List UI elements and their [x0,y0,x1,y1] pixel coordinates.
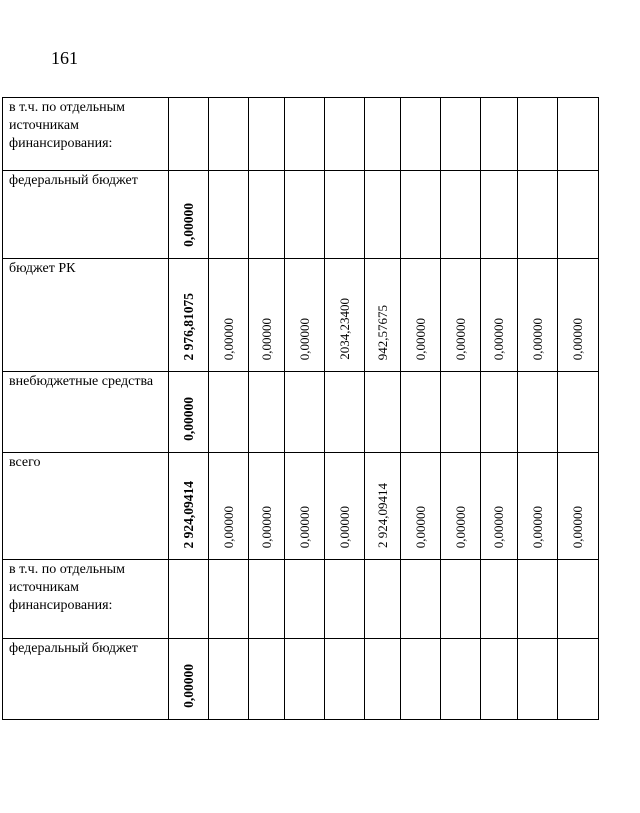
cell-value: 0,00000 [336,505,352,548]
value-cell [401,639,441,720]
value-cell [518,98,558,171]
cell-value: 942,57675 [374,304,390,360]
total-value: 2 924,09414 [180,480,196,548]
cell-value: 0,00000 [570,505,585,548]
total-value: 0,00000 [180,664,196,708]
cell-value: 2034,23400 [336,298,352,360]
cell-value: 0,00000 [529,505,545,548]
value-cell [249,171,285,259]
cell-value: 0,00000 [220,317,236,360]
value-cell [365,453,401,560]
value-cell [441,98,481,171]
value-cell [518,560,558,639]
value-cell [249,98,285,171]
total-cell [169,259,209,372]
cell-value: 0,00000 [258,317,274,360]
table-row [3,98,599,171]
value-cell [249,453,285,560]
row-label: бюджет РК [3,259,169,372]
cell-value: 0,00000 [452,317,468,360]
value-cell [401,560,441,639]
value-cell [209,98,249,171]
table-row [3,639,599,720]
total-cell [169,98,209,171]
value-cell [365,98,401,171]
value-cell [325,560,365,639]
cell-value: 0,00000 [412,317,428,360]
cell-value: 0,00000 [491,317,506,360]
total-cell [169,171,209,259]
value-cell [285,560,325,639]
total-value: 0,00000 [180,397,196,441]
total-value: 2 976,81075 [180,292,196,360]
budget-table [2,97,599,720]
cell-value: 0,00000 [412,505,428,548]
value-cell [481,453,518,560]
value-cell [285,259,325,372]
total-cell [169,639,209,720]
value-cell [325,453,365,560]
value-cell [285,453,325,560]
value-cell [441,171,481,259]
row-label: всего [3,453,169,560]
value-cell [441,639,481,720]
value-cell [365,560,401,639]
value-cell [325,639,365,720]
table-row [3,171,599,259]
value-cell [481,98,518,171]
value-cell [558,639,599,720]
cell-value: 0,00000 [258,505,274,548]
cell-value: 0,00000 [296,505,312,548]
value-cell [209,259,249,372]
value-cell [481,639,518,720]
row-label: внебюджетные средства [3,372,169,453]
cell-value: 0,00000 [529,317,545,360]
value-cell [209,560,249,639]
value-cell [558,171,599,259]
row-label: федеральный бюджет [3,639,169,720]
value-cell [365,372,401,453]
value-cell [518,453,558,560]
value-cell [441,259,481,372]
value-cell [249,560,285,639]
value-cell [558,560,599,639]
value-cell [365,171,401,259]
value-cell [441,560,481,639]
value-cell [209,372,249,453]
value-cell [401,171,441,259]
value-cell [481,372,518,453]
value-cell [558,453,599,560]
value-cell [325,98,365,171]
value-cell [558,372,599,453]
value-cell [365,259,401,372]
value-cell [285,372,325,453]
value-cell [285,171,325,259]
total-cell [169,453,209,560]
value-cell [481,560,518,639]
value-cell [401,259,441,372]
page-number: 161 [51,48,78,68]
cell-value: 0,00000 [452,505,468,548]
cell-value: 0,00000 [570,317,585,360]
table-row [3,259,599,372]
row-label: федеральный бюджет [3,171,169,259]
value-cell [401,98,441,171]
value-cell [518,171,558,259]
cell-value: 0,00000 [491,505,506,548]
value-cell [325,259,365,372]
value-cell [558,98,599,171]
cell-value: 0,00000 [296,317,312,360]
total-value: 0,00000 [180,203,196,247]
value-cell [481,259,518,372]
value-cell [209,639,249,720]
value-cell [401,372,441,453]
value-cell [401,453,441,560]
value-cell [518,639,558,720]
value-cell [249,372,285,453]
value-cell [285,98,325,171]
total-cell [169,372,209,453]
total-cell [169,560,209,639]
value-cell [209,453,249,560]
value-cell [325,372,365,453]
value-cell [209,171,249,259]
value-cell [481,171,518,259]
value-cell [518,372,558,453]
value-cell [441,453,481,560]
table-row [3,453,599,560]
cell-value: 0,00000 [220,505,236,548]
row-label: в т.ч. по отдельным источникам финансирования: [3,560,169,639]
value-cell [441,372,481,453]
value-cell [249,639,285,720]
cell-value: 2 924,09414 [374,483,390,548]
value-cell [249,259,285,372]
value-cell [518,259,558,372]
row-label: в т.ч. по отдельным источникам финансирования: [3,98,169,171]
value-cell [558,259,599,372]
value-cell [285,639,325,720]
table-row [3,560,599,639]
value-cell [325,171,365,259]
table-row [3,372,599,453]
value-cell [365,639,401,720]
